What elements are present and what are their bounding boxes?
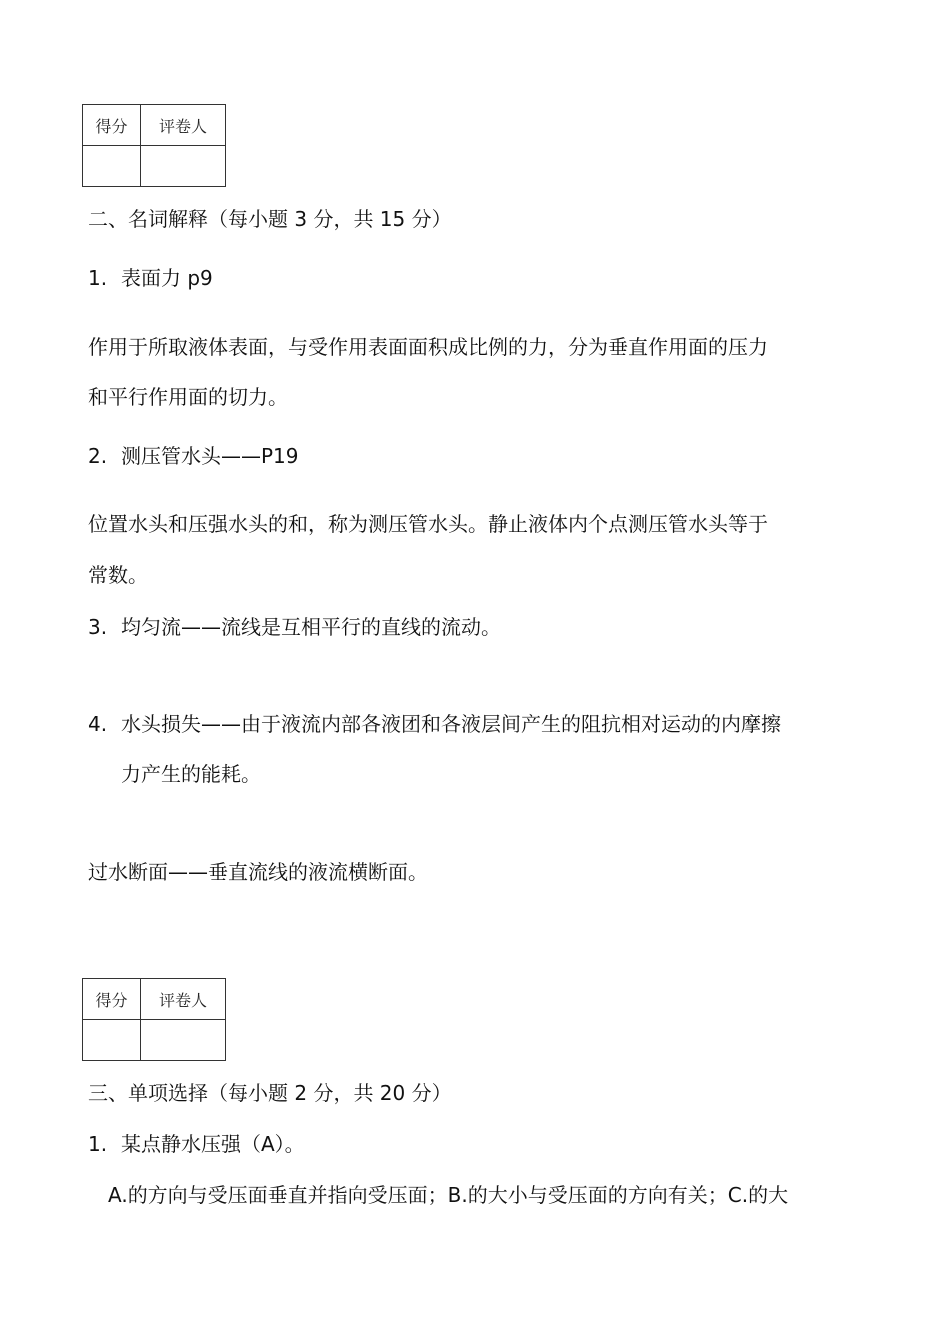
- question-1-options: A.的方向与受压面垂直并指向受压面；B.的大小与受压面的方向有关；C.的大: [108, 1183, 789, 1207]
- score-cell: [83, 146, 141, 187]
- definition-2-line-1: 位置水头和压强水头的和，称为测压管水头。静止液体内个点测压管水头等于: [88, 512, 768, 536]
- score-cell: [83, 1020, 141, 1061]
- definition-1-line-2: 和平行作用面的切力。: [88, 385, 288, 409]
- score-label: 得分: [83, 105, 141, 146]
- item-2-number: 2.: [88, 444, 108, 468]
- grader-label: 评卷人: [141, 105, 226, 146]
- grader-label: 评卷人: [141, 979, 226, 1020]
- grader-cell: [141, 1020, 226, 1061]
- definition-1-line-1: 作用于所取液体表面，与受作用表面面积成比例的力，分为垂直作用面的压力: [88, 335, 768, 359]
- question-1-text: 某点静水压强（A）。: [121, 1132, 305, 1156]
- item-3-term: 均匀流——流线是互相平行的直线的流动。: [121, 615, 501, 639]
- score-label: 得分: [83, 979, 141, 1020]
- score-box-2: [82, 978, 226, 1061]
- item-4-term: 水头损失——由于液流内部各液团和各液层间产生的阻抗相对运动的内摩擦: [121, 712, 781, 736]
- question-1-number: 1.: [88, 1132, 108, 1156]
- item-4-term-continued: 力产生的能耗。: [121, 762, 261, 786]
- item-2-term: 测压管水头——P19: [121, 444, 299, 468]
- item-3-number: 3.: [88, 615, 108, 639]
- item-1-term: 表面力 p9: [121, 266, 213, 290]
- item-4-number: 4.: [88, 712, 108, 736]
- section-2-heading: 二、名词解释（每小题 3 分，共 15 分）: [88, 207, 452, 231]
- grader-cell: [141, 146, 226, 187]
- definition-2-line-2: 常数。: [88, 563, 148, 587]
- score-box-1: [82, 104, 226, 187]
- extra-definition: 过水断面——垂直流线的液流横断面。: [88, 860, 428, 884]
- item-1-number: 1.: [88, 266, 108, 290]
- section-3-heading: 三、单项选择（每小题 2 分，共 20 分）: [88, 1081, 452, 1105]
